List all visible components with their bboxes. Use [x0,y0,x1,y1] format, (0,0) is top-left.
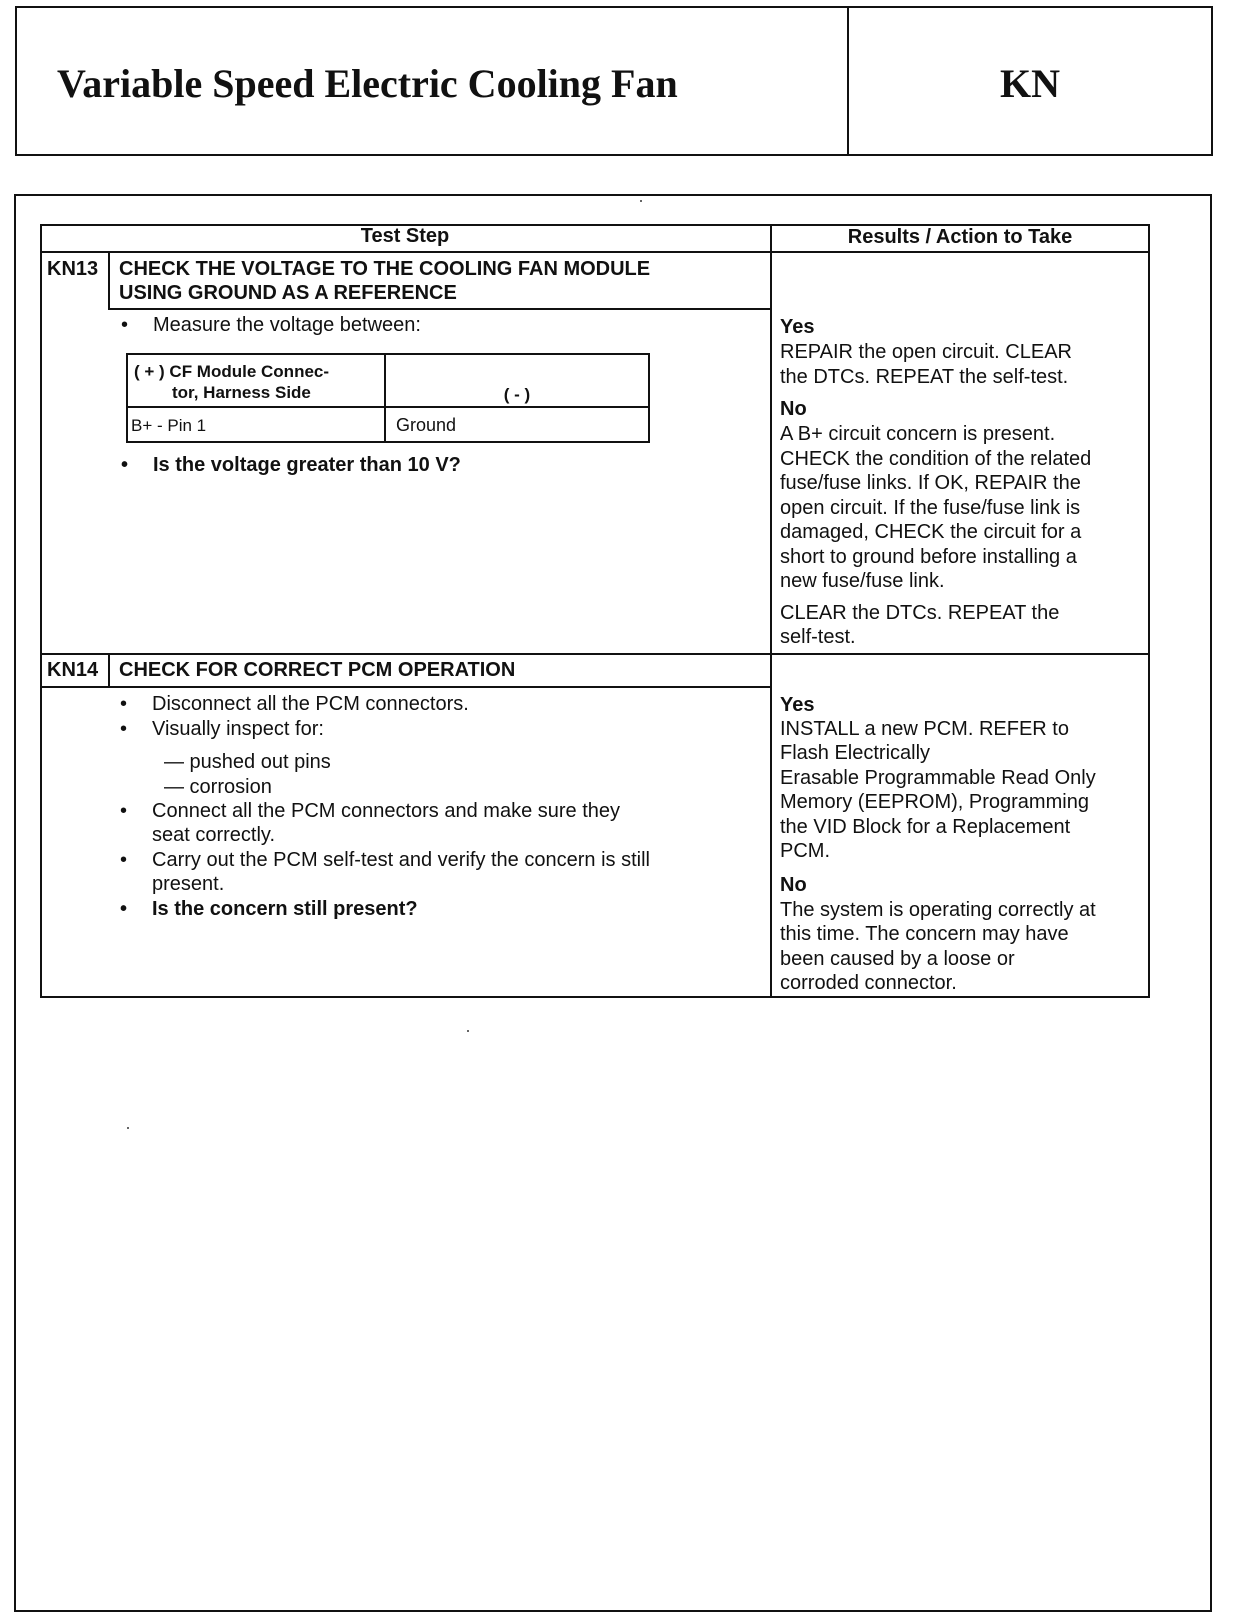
kn14-no-text: this time. The concern may have [780,923,1069,945]
subtable-head-pos: tor, Harness Side [172,383,311,402]
subtable-head-pos: ( + ) CF Module Connec- [134,362,330,381]
kn14-no-text: The system is operating correctly at [780,899,1096,921]
page-header [15,6,1213,156]
scan-speck [640,200,642,202]
subtable-cell-neg: Ground [396,415,457,435]
kn14-title-border [40,686,770,688]
kn13-no-text: new fuse/fuse link. [780,570,945,592]
kn13-no-text: CHECK the condition of the related [780,448,1092,470]
kn14-dash-item: — corrosion [164,776,272,798]
kn13-no-text: open circuit. If the fuse/fuse link is [780,497,1081,519]
kn14-bullet: • Disconnect all the PCM connectors. [152,692,469,717]
kn14-title: CHECK FOR CORRECT PCM OPERATION [119,659,516,681]
kn14-id-divider [108,653,110,687]
kn13-id-divider [108,251,110,309]
column-divider [770,224,772,998]
kn14-bullet-cont: present. [152,873,225,895]
kn14-no-label: No [780,874,807,896]
diagnostic-table [40,224,1188,1038]
kn14-question: • Is the concern still present? [152,897,418,922]
kn14-yes-text: Erasable Programmable Read Only [780,767,1096,789]
kn13-no-text: A B+ circuit concern is present. [780,423,1056,445]
kn14-yes-text: Flash Electrically [780,742,931,764]
kn14-yes-text: the VID Block for a Replacement [780,816,1071,838]
kn13-no-text: short to ground before installing a [780,546,1077,568]
kn13-no-text: fuse/fuse links. If OK, REPAIR the [780,472,1081,494]
kn14-dash-item: — pushed out pins [164,751,331,773]
kn14-yes-text: Memory (EEPROM), Programming [780,791,1089,813]
kn14-step-id: KN14 [47,659,99,681]
col-header-test-step: Test Step [360,225,450,247]
kn13-yes-text: REPAIR the open circuit. CLEAR [780,341,1072,363]
kn14-bullet: • Connect all the PCM connectors and make sure they [152,799,620,824]
kn13-extra-text: CLEAR the DTCs. REPEAT the [780,602,1060,624]
table-border-right [1148,224,1150,998]
kn14-no-text: been caused by a loose or [780,948,1015,970]
kn13-no-label: No [780,398,807,420]
kn13-title-line: USING GROUND AS A REFERENCE [119,282,457,304]
kn14-no-text: corroded connector. [780,972,957,994]
kn13-title-border [108,308,770,310]
kn14-yes-text: INSTALL a new PCM. REFER to [780,718,1069,740]
col-header-results: Results / Action to Take [847,226,1073,248]
kn14-bullet: • Visually inspect for: [152,717,324,742]
kn13-yes-label: Yes [780,316,815,338]
table-border-left [40,224,42,998]
subtable-row-divider [128,406,648,408]
kn13-no-text: damaged, CHECK the circuit for a [780,521,1082,543]
voltage-subtable [126,353,650,443]
header-row-border [40,251,1150,253]
kn13-title-line: CHECK THE VOLTAGE TO THE COOLING FAN MODULE [119,258,651,280]
table-border-bottom [40,996,1148,998]
page-title: Variable Speed Electric Cooling Fan [57,61,678,106]
kn13-instruction: • Measure the voltage between: [153,313,421,338]
subtable-cell-pos: B+ - Pin 1 [131,416,207,435]
kn13-question: • Is the voltage greater than 10 V? [153,453,461,478]
kn13-extra-text: self-test. [780,626,856,648]
kn14-row-border [40,653,1150,655]
kn13-yes-text: the DTCs. REPEAT the self-test. [780,366,1069,388]
kn14-yes-text: PCM. [780,840,830,862]
kn14-bullet: • Carry out the PCM self-test and verify the concern is still [152,848,650,873]
kn14-yes-label: Yes [780,694,815,716]
scan-speck [127,1127,129,1129]
kn13-step-id: KN13 [47,258,99,280]
kn14-bullet-cont: seat correctly. [152,824,275,846]
subtable-head-neg: ( - ) [503,385,531,404]
section-code: KN [1000,61,1060,106]
